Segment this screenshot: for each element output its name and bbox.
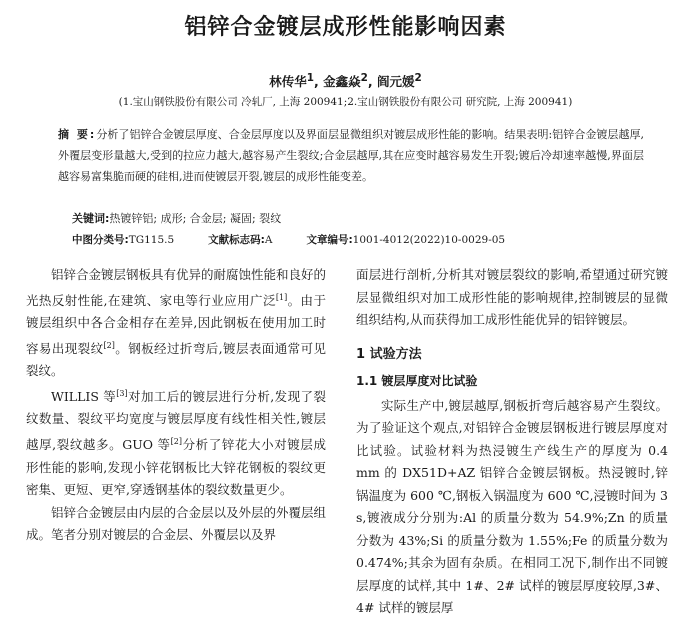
body-paragraph: 面层进行剖析,分析其对镀层裂纹的影响,希望通过研究镀层显微组织对加工成形性能的影响规律,控制镀层的显微组织结构,从而获得加工成形性能优异的铝锌镀层。 [356, 267, 668, 327]
citation: [3] [116, 388, 128, 398]
author-line: 林传华$^1$, 金鑫焱$^2$, 阎元媛$^2$ [269, 72, 422, 90]
body-paragraph: 铝锌合金镀层钢板具有优异的耐腐蚀性能和良好的光热反射性能,在建筑、家电等行业应用广泛[1]。由于镀层组织中各合金相存在差异,因此钢板在使用加工时容易出现裂纹[2]。钢板经过折弯后,镀层表面通常可见裂纹。 [26, 267, 327, 379]
author-mark: 2 [360, 72, 368, 84]
right-column [356, 264, 668, 620]
abstract-label: 摘 要: [58, 128, 97, 141]
article-number: 文章编号:1001-4012(2022)10-0029-05 [306, 234, 506, 246]
keywords-label: 关键词: [72, 212, 110, 225]
subsection-heading: 1.1 镀层厚度对比试验 [356, 374, 478, 388]
affiliation: (1.宝山钢铁股份有限公司 冷轧厂, 上海 200941;2.宝山钢铁股份有限公司 研究院, 上海 200941) [118, 96, 573, 108]
citation: [2] [170, 436, 182, 446]
left-column [26, 264, 326, 547]
author-name: 金鑫焱 [323, 74, 361, 90]
keywords-text: 热镀锌铝; 成形; 合金层; 凝固; 裂纹 [109, 212, 282, 225]
citation: [2] [103, 340, 115, 350]
author-mark: 1 [306, 72, 314, 84]
author-mark: 2 [414, 72, 422, 84]
abstract [58, 124, 644, 187]
document-code: 文献标志码:A [208, 234, 273, 246]
author-name: 林传华 [269, 74, 307, 90]
section-heading: 1 试验方法 [356, 346, 422, 362]
abstract-text: 分析了铝锌合金镀层厚度、合金层厚度以及界面层显微组织对镀层成形性能的影响。结果表明:铝锌合金镀层越厚,外覆层变形量越大,受到的拉应力越大,越容易产生裂纹;合金层越厚,其在应变时越容易发生开裂;镀后冷却速率越慢,界面层越容易富集脆而硬的硅相,进而使镀层开裂,镀层的成形性能变差。 [58, 128, 645, 183]
article-meta [72, 232, 632, 247]
body-paragraph: WILLIS 等[3]对加工后的镀层进行分析,发现了裂纹数量、裂纹平均宽度与镀层厚度有线性相关性,镀层越厚,裂纹越多。GUO 等[2]分析了锌花大小对镀层成形性能的影响,发现小锌花钢板比大锌花钢板的裂纹更密集、更短、更窄,穿透钢基体的裂纹数量更少。 [26, 388, 326, 498]
paper-title: 铝锌合金镀层成形性能影响因素 [184, 15, 507, 40]
body-paragraph: 铝锌合金镀层由内层的合金层以及外层的外覆层组成。笔者分别对镀层的合金层、外覆层以及界 [26, 504, 327, 543]
body-paragraph: 实际生产中,镀层越厚,钢板折弯后越容易产生裂纹。为了验证这个观点,对铝锌合金镀层钢板进行镀层厚度对比试验。试验材料为热浸镀生产线生产的厚度为 0.4 mm 的 DX51D+AZ 铝锌合金镀层钢板。热浸镀时,锌锅温度为 600 ℃,钢板入锅温度为 600 ℃,浸镀时间为 3 s,镀液成分分别为:Al 的质量分数为 54.9%;Zn 的质量分数为 43%;Si 的质量分数为 1.55%;Fe 的质量分数为 0.474%;其余为固有杂质。在相同工况下,制作出不同镀层厚度的试样,其中 1#、2# 试样的镀层厚度较厚,3#、4# 试样的镀层厚 [356, 397, 668, 615]
keywords [72, 210, 281, 226]
clc-number: 中图分类号:TG115.5 [72, 234, 175, 246]
citation: [1] [275, 292, 288, 302]
author-name: 阎元媛 [376, 74, 415, 90]
